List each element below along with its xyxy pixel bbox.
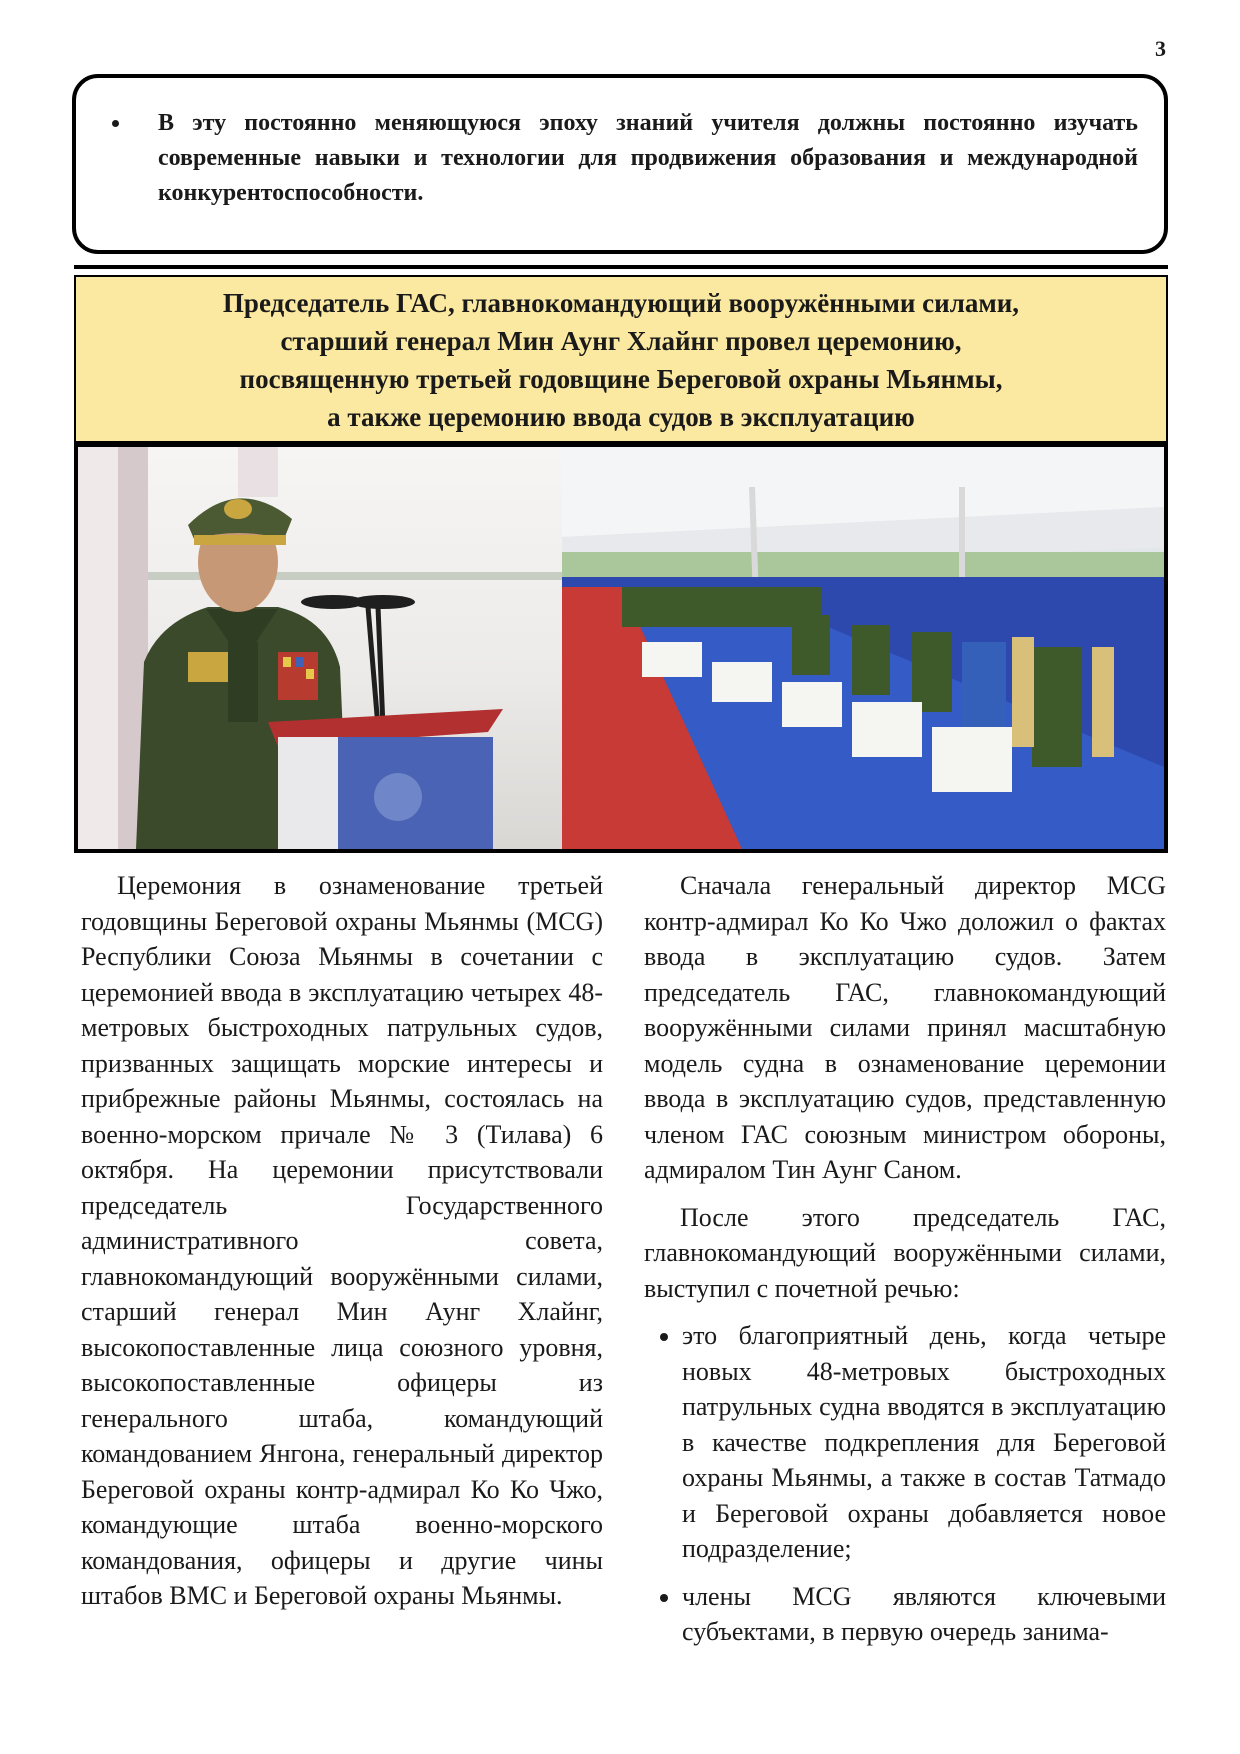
- photo-speaker-at-podium: [78, 447, 562, 849]
- speech-point: • члены MCG являются ключевыми субъектами, в первую очередь занима-: [682, 1579, 1166, 1650]
- speech-points-list: [644, 1318, 1166, 1650]
- info-box-list: [106, 106, 1138, 211]
- headline-line: Председатель ГАС, главнокомандующий вооружёнными силами,: [222, 288, 1020, 318]
- info-box: [72, 74, 1168, 254]
- headline-line: посвященную третьей годовщине Береговой охраны Мьянмы,: [239, 364, 1003, 394]
- article-headline: [74, 275, 1168, 443]
- speech-point: • это благоприятный день, когда четыре новых 48-метровых быстроходных патрульных судна вводятся в эксплуатацию в качестве подкрепления для Береговой охраны Мьянмы, а также в состав Татмадо и Береговой охраны добавляется новое подразделение;: [682, 1318, 1166, 1567]
- article-column-right: [644, 868, 1166, 1662]
- ceremony-illustration: [562, 447, 1164, 849]
- article-column-left: [81, 868, 603, 1614]
- article-paragraph: Сначала генеральный директор MCG контр-адмирал Ко Ко Чжо доложил о фактах ввода в эксплуатацию судов. Затем председатель ГАС, главнокомандующий вооружёнными силами принял масштабную модель судна в ознаменование церемонии ввода в эксплуатацию судов, представленную членом ГАС союзным министром обороны, адмиралом Тин Аунг Саном.: [644, 871, 1166, 1184]
- info-box-bullet: • В эту постоянно меняющуюся эпоху знаний учителя должны постоянно изучать современные навыки и технологии для продвижения образования и международной конкурентоспособности.: [132, 106, 1138, 211]
- article-paragraph: Церемония в ознаменование третьей годовщины Береговой охраны Мьянмы (MCG) Республики Союза Мьянмы в сочетании с церемонией ввода в эксплуатацию четырех 48-метровых быстроходных патрульных судов, призванных защищать морские интересы и прибрежные районы Мьянмы, состоялась на военно-морском причале № 3 (Тилава) 6 октября. На церемонии присутствовали председатель Государственного административного совета, главнокомандующий вооружёнными силами, старший генерал Мин Аунг Хлайнг, высокопоставленные лица союзного уровня, высокопоставленные офицеры из генерального штаба, командующий командованием Янгона, генеральный директор Береговой охраны контр-адмирал Ко Ко Чжо, командующие штаба военно-морского командования, офицеры и другие чины штабов ВМС и Береговой охраны Мьянмы.: [81, 871, 603, 1610]
- section-divider: [74, 265, 1168, 269]
- photo-strip: [74, 443, 1168, 853]
- page-number: 3: [1155, 36, 1166, 61]
- photo-seated-officials: [562, 447, 1164, 849]
- headline-line: а также церемонию ввода судов в эксплуатацию: [327, 402, 915, 432]
- speaker-illustration: [78, 447, 562, 849]
- headline-line: старший генерал Мин Аунг Хлайнг провел церемонию,: [280, 326, 962, 356]
- article-paragraph: После этого председатель ГАС, главнокомандующий вооружёнными силами, выступил с почетной речью:: [644, 1202, 1166, 1303]
